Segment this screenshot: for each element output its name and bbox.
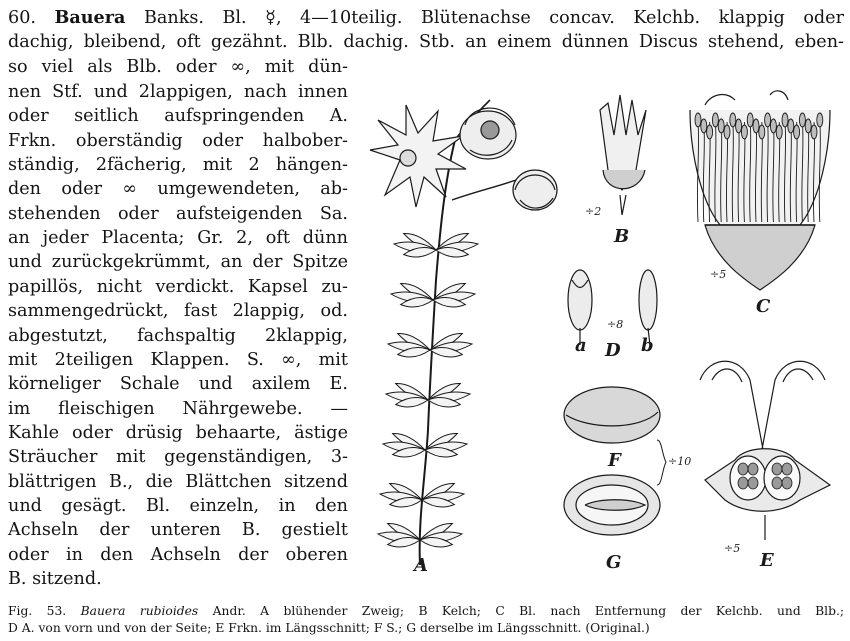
stamen-anther [753,119,759,133]
figure-label-da: a [575,335,587,356]
body-text-line: mit 2teiligen Klappen. S. ∞, mit [8,349,348,370]
text-line-2: dachig, bleibend, oft gezähnt. Blb. dachig. Stb. an einem dünnen Discus stehend, eben- [8,32,844,52]
ovule [738,463,748,475]
scale-b: ÷2 [585,205,602,218]
caption-line-1 [8,603,844,620]
stamen-anther [776,125,782,139]
scale-d: ÷8 [607,318,624,331]
figure-label-e: E [760,550,774,571]
figure-e-ovary-section [700,361,830,540]
stamen-anther [811,125,817,139]
body-text-line: Frkn. oberständig oder halbober- [8,130,348,151]
stamen-anther [765,113,771,127]
stamen-anther [741,125,747,139]
ovule [748,477,758,489]
figure-label-db: b [641,335,654,356]
body-text-line: sammengedrückt, fast 2lappig, od. [8,301,348,322]
line1-rest: Banks. Bl. ☿, 4—10teilig. Blütenachse concav. Kelchb. klappig oder [143,8,845,28]
text-line-last: B. sitzend. [8,569,102,589]
stamen-anther [701,119,707,133]
body-text-line: stehenden oder aufsteigenden Sa. [8,203,348,224]
figure-f-seed [564,387,660,443]
ovule [738,477,748,489]
caption-rest: Andr. A blühender Zweig; B Kelch; C Bl. nach Entfernung der Kelchb. und Blb.; [212,604,844,618]
body-text-line: an jeder Placenta; Gr. 2, oft dünn [8,228,348,249]
scale-fg: ÷10 [668,455,692,468]
figure-label-f: F [608,450,621,471]
text-line-3: so viel als Blb. oder ∞, mit dün- [8,57,348,77]
caption-fig-number: Fig. 53. [8,604,67,618]
figure-b-calyx [600,95,646,215]
caption-species: Bauera rubioides [80,604,199,618]
body-text-line: im fleischigen Nährgewebe. — [8,398,348,419]
figure-d-anthers [568,270,657,345]
stamen-anther [782,113,788,127]
ovule [772,477,782,489]
body-text-line: abgestutzt, fachspaltig 2klappig, [8,325,348,346]
figure-label-d: D [605,340,621,361]
scale-c: ÷5 [710,268,727,281]
body-text-line: ständig, 2fächerig, mit 2 hängen- [8,155,348,176]
body-text-line: nen Stf. und 2lappigen, nach innen [8,82,348,102]
body-text-line: den oder ∞ umgewendeten, ab- [8,179,348,200]
stamen-anther [770,119,776,133]
stamen-anther [695,113,701,127]
figure-label-g: G [606,552,622,573]
body-text-line: und gesägt. Bl. einzeln, in den [8,495,348,516]
body-text-line: Achseln der unteren B. gestielt [8,520,348,541]
figure-label-b: B [614,226,630,247]
ovule [772,463,782,475]
stamen-anther [736,119,742,133]
stamen-anther [724,125,730,139]
body-text-line: blättrigen B., die Blättchen sitzend [8,471,348,492]
stamen-anther [788,119,794,133]
stamen-anther [707,125,713,139]
figure-g-seed-section [564,475,660,535]
stamen-anther [759,125,765,139]
stamen-anther [799,113,805,127]
stamen-anther [817,113,823,127]
stamen-anther [718,119,724,133]
figure-c-stamens [690,91,830,290]
ovule [748,463,758,475]
stamen-anther [730,113,736,127]
body-text-line: oder seitlich aufspringenden A. [8,106,348,127]
body-text-line: oder in den Achseln der oberen [8,544,348,565]
body-text-line: papillös, nicht verdickt. Kapsel zu- [8,276,348,297]
caption-line-2: D A. von vorn und von der Seite; E Frkn. im Längsschnitt; F S.; G derselbe im Längsschnitt. (Original.) [8,621,650,635]
figure-a-branch [370,100,557,565]
figure-label-a: A [414,555,428,576]
body-text-line: Sträucher mit gegenständigen, 3- [8,447,348,468]
ovule [782,477,792,489]
stamen-anther [794,125,800,139]
stamen-anther [712,113,718,127]
body-text-line: körneliger Schale und axilem E. [8,374,348,395]
genus-name: Bauera [54,7,126,28]
entry-number: 60. [8,8,36,28]
scale-e: ÷5 [724,542,741,555]
stamen-anther [805,119,811,133]
body-text-line: und zurückgekrümmt, an der Spitze [8,252,348,273]
figure-label-c: C [756,296,771,317]
ovule [782,463,792,475]
stamen-anther [747,113,753,127]
body-text-line: Kahle oder drüsig behaarte, ästige [8,422,348,443]
